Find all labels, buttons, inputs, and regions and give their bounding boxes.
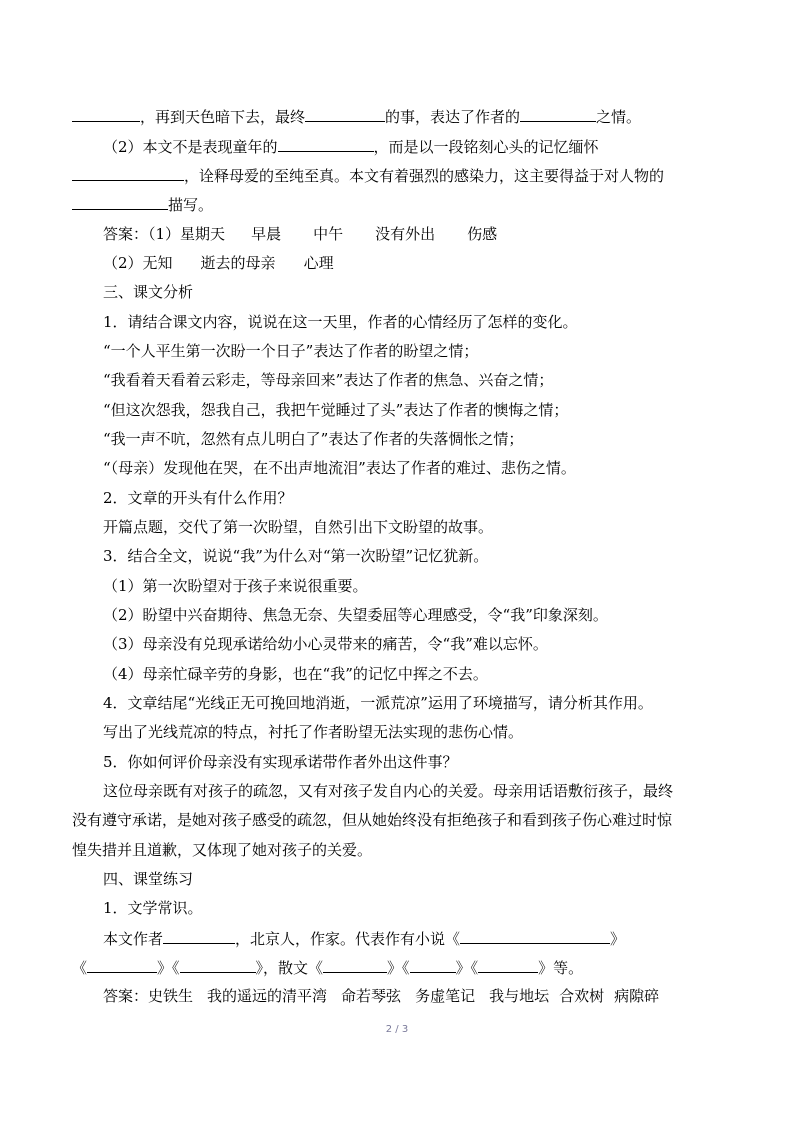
question-2: 2．文章的开头有什么作用？	[103, 489, 293, 507]
blank	[87, 957, 157, 973]
blank	[323, 957, 387, 973]
answer-item: 中午	[313, 225, 344, 243]
text: ，北京人，作家。代表作有小说《	[235, 930, 461, 948]
text: 的事，表达了作者的	[385, 108, 521, 126]
answer-item: 史铁生	[148, 987, 194, 1005]
text: 之情。	[596, 108, 642, 126]
question-5: 5．你如何评价母亲没有实现承诺带作者外出这件事？	[103, 753, 458, 771]
q1-answer: “（母亲）发现他在哭，在不出声地流泪”表达了作者的难过、悲伤之情。	[103, 459, 576, 477]
answer-item: 早晨	[251, 225, 282, 243]
q4-answer: 写出了光线荒凉的特点，衬托了作者盼望无法实现的悲伤心情。	[103, 723, 524, 741]
exercise-answer-line	[103, 986, 659, 1006]
text: 》《	[157, 959, 180, 977]
answer-line-1	[103, 224, 497, 244]
q1-answer: “一个人平生第一次盼一个日子”表达了作者的盼望之情；	[103, 342, 479, 360]
q5-answer-line: 惶失措并且道歉，又体现了她对孩子的关爱。	[72, 841, 373, 859]
answer-label: 答案：	[103, 225, 149, 243]
blank	[72, 165, 184, 181]
q1-answer: “我一声不吭，忽然有点儿明白了”表达了作者的失落惆怅之情；	[103, 430, 524, 448]
answer-item: 务虚笔记	[415, 987, 476, 1005]
answer-item: 病隙碎	[614, 987, 660, 1005]
q1-answer: “但这次怨我，怨我自己，我把午觉睡过了头”表达了作者的懊悔之情；	[103, 401, 569, 419]
answer-item: （1）星期天	[148, 225, 226, 243]
question-3: 3．结合全文，说说“我”为什么对“第一次盼望”记忆犹新。	[103, 547, 489, 565]
page-number: 2 / 3	[385, 1024, 409, 1035]
blank	[460, 928, 610, 944]
text: 》	[610, 930, 626, 948]
section-3-heading: 三、课文分析	[103, 283, 194, 301]
text: 本文作者	[103, 930, 164, 948]
text: 》《	[455, 959, 479, 977]
exercise-line-1	[103, 928, 625, 948]
blank	[163, 928, 235, 944]
q2-answer: 开篇点题，交代了第一次盼望，自然引出下文盼望的故事。	[103, 518, 494, 536]
answer-item: 合欢树	[559, 987, 605, 1005]
question-1: 1．请结合课文内容，说说在这一天里，作者的心情经历了怎样的变化。	[103, 313, 578, 331]
q3-answer: （3）母亲没有兑现承诺给幼小心灵带来的痛苦，令“我”难以忘怀。	[103, 635, 548, 653]
blank	[278, 136, 374, 152]
answer-item: 逝去的母亲	[200, 254, 276, 272]
answer-item: 我的遥远的清平湾	[207, 987, 328, 1005]
text: 描写。	[168, 196, 214, 214]
text: 》等。	[538, 959, 584, 977]
blank	[72, 106, 140, 122]
blank	[520, 106, 596, 122]
text: 》，散文《	[255, 959, 324, 977]
q3-answer: （4）母亲忙碌辛劳的身影，也在“我”的记忆中挥之不去。	[103, 665, 488, 683]
answer-item: 心理	[303, 254, 334, 272]
blank	[478, 957, 538, 973]
answer-item: 我与地坛	[489, 987, 550, 1005]
text: 》《	[387, 959, 410, 977]
answer-label: 答案：	[103, 987, 149, 1005]
q5-answer-line: 这位母亲既有对孩子的疏忽，又有对孩子发自内心的关爱。母亲用话语敷衍孩子，最终	[103, 782, 674, 800]
blank	[180, 957, 256, 973]
answer-line-2	[103, 253, 334, 273]
exercise-1: 1．文学常识。	[103, 899, 203, 917]
text: ，诠释母爱的至纯至真。本文有着强烈的感染力，这主要得益于对人物的	[184, 167, 665, 185]
exercise-line-2	[72, 957, 583, 977]
fill-in-line-3	[72, 165, 664, 185]
text: （2）本文不是表现童年的	[103, 138, 278, 156]
blank	[410, 957, 456, 973]
answer-item: 没有外出	[375, 225, 436, 243]
question-4: 4．文章结尾“光线正无可挽回地消逝，一派荒凉”运用了环境描写，请分析其作用。	[103, 694, 653, 712]
q5-answer-line: 没有遵守承诺，是她对孩子感受的疏忽，但从她始终没有拒绝孩子和看到孩子伤心难过时惊	[72, 811, 673, 829]
answer-item: 命若琴弦	[341, 987, 402, 1005]
fill-in-line-1	[72, 106, 641, 126]
q3-answer: （2）盼望中兴奋期待、焦急无奈、失望委屈等心理感受，令“我”印象深刻。	[103, 606, 608, 624]
fill-in-line-4	[72, 194, 213, 214]
answer-item: （2）无知	[103, 254, 173, 272]
text: ，而是以一段铭刻心头的记忆缅怀	[373, 138, 599, 156]
text: ，再到天色暗下去，最终	[140, 108, 306, 126]
section-4-heading: 四、课堂练习	[103, 870, 194, 888]
q3-answer: （1）第一次盼望对于孩子来说很重要。	[103, 577, 368, 595]
text: 《	[72, 959, 88, 977]
fill-in-line-2	[103, 136, 599, 156]
answer-item: 伤感	[467, 225, 498, 243]
blank	[305, 106, 385, 122]
blank	[72, 194, 168, 210]
q1-answer: “我看着天看着云彩走，等母亲回来”表达了作者的焦急、兴奋之情；	[103, 371, 554, 389]
